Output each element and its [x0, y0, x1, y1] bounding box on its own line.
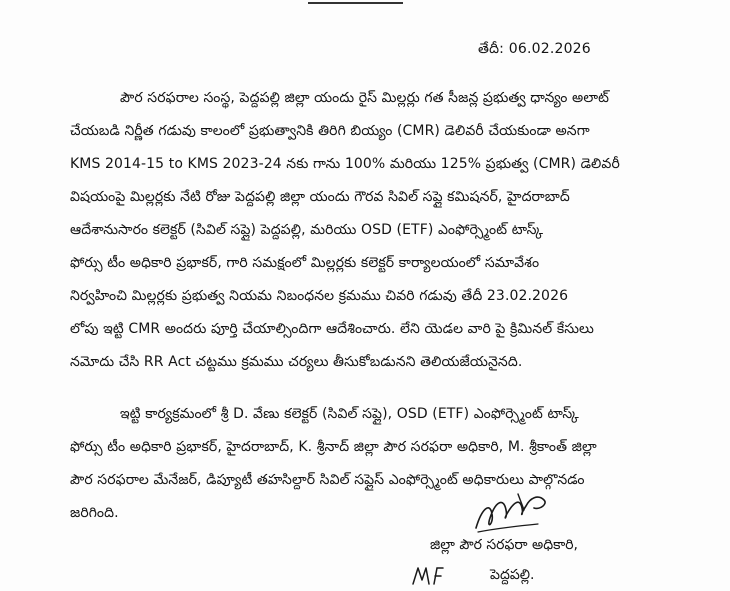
paragraph-1-line-2: చేయబడి నిర్ణీత గడువు కాలంలో ప్రభుత్వానికి తిరిగి బియ్యం (CMR) డెలివరీ చేయకుండా అనగా — [70, 123, 590, 139]
handwritten-signature — [468, 488, 558, 538]
paragraph-1-line-8: లోపు ఇట్టి CMR అందరు పూర్తి చేయాల్సిందిగా ఆదేశించారు. లేని యెడల వారి పై క్రిమినల్ కేసులు — [70, 321, 594, 337]
paragraph-1-line-3: KMS 2014-15 to KMS 2023-24 నకు గాను 100% మరియు 125% ప్రభుత్వ (CMR) డెలివరీ — [70, 156, 620, 172]
paragraph-2-line-3: పౌర సరఫరాల మేనేజర్, డిప్యూటీ తహసిల్దార్ సివిల్ సప్లైస్ ఎంఫోర్స్మెంట్ అధికారులు పాల్గొనడం — [70, 472, 585, 488]
paragraph-2-line-4: జరిగింది. — [70, 505, 119, 521]
paragraph-1-line-9: నమోదు చేసి RR Act చట్టము క్రమము చర్యలు తీసుకోబడునని తెలియజేయనైనది. — [70, 354, 523, 370]
signatory-designation: జిల్లా పౌర సరఫరా అధికారి, — [430, 537, 578, 553]
paragraph-1-line-6: ఫోర్సు టీం అధికారి ప్రభాకర్, గారి సమక్షంలో మిల్లర్లకు కలెక్టర్ కార్యాలయంలో సమావేశం — [70, 255, 540, 271]
paragraph-1-line-4: విషయంపై మిల్లర్లకు నేటి రోజు పెద్దపల్లి జిల్లా యందు గౌరవ సివిల్ సప్లై కమిషనర్, హైదరాబాద్ — [70, 189, 570, 205]
heading-underline-fragment — [308, 0, 403, 4]
document-date: తేదీ: 06.02.2026 — [478, 41, 591, 57]
paragraph-2-line-2: ఫోర్సు టీం అధికారి ప్రభాకర్, హైదరాబాద్, K. శ్రీనాద్ జిల్లా పౌర సరఫరా అధికారి, M. శ్రీకాంత్ జిల్లా — [70, 439, 597, 455]
paragraph-1-line-5: ఆదేశానుసారం కలెక్టర్ (సివిల్ సప్లై) పెద్దపల్లి, మరియు OSD (ETF) ఎంఫోర్స్మెంట్ టాస్క్ — [70, 222, 544, 238]
signatory-place: పెద్దపల్లి. — [490, 567, 535, 583]
paragraph-1-line-7: నిర్వహించి మిల్లర్లకు ప్రభుత్వ నియమ నిబంధనల క్రమము చివరి గడువు తేదీ 23.02.2026 — [70, 288, 569, 304]
paragraph-1-line-1: పౌర సరఫరాల సంస్థ, పెద్దపల్లి జిల్లా యందు రైస్ మిల్లర్లు గత సీజన్ల ప్రభుత్వ ధాన్యం అలాట్ — [120, 90, 610, 106]
handwritten-initials — [410, 560, 446, 588]
paragraph-2-line-1: ఇట్టి కార్యక్రమంలో శ్రీ D. వేణు కలెక్టర్ (సివిల్ సప్లై), OSD (ETF) ఎంఫోర్స్మెంట్ టాస్క్ — [120, 406, 579, 422]
